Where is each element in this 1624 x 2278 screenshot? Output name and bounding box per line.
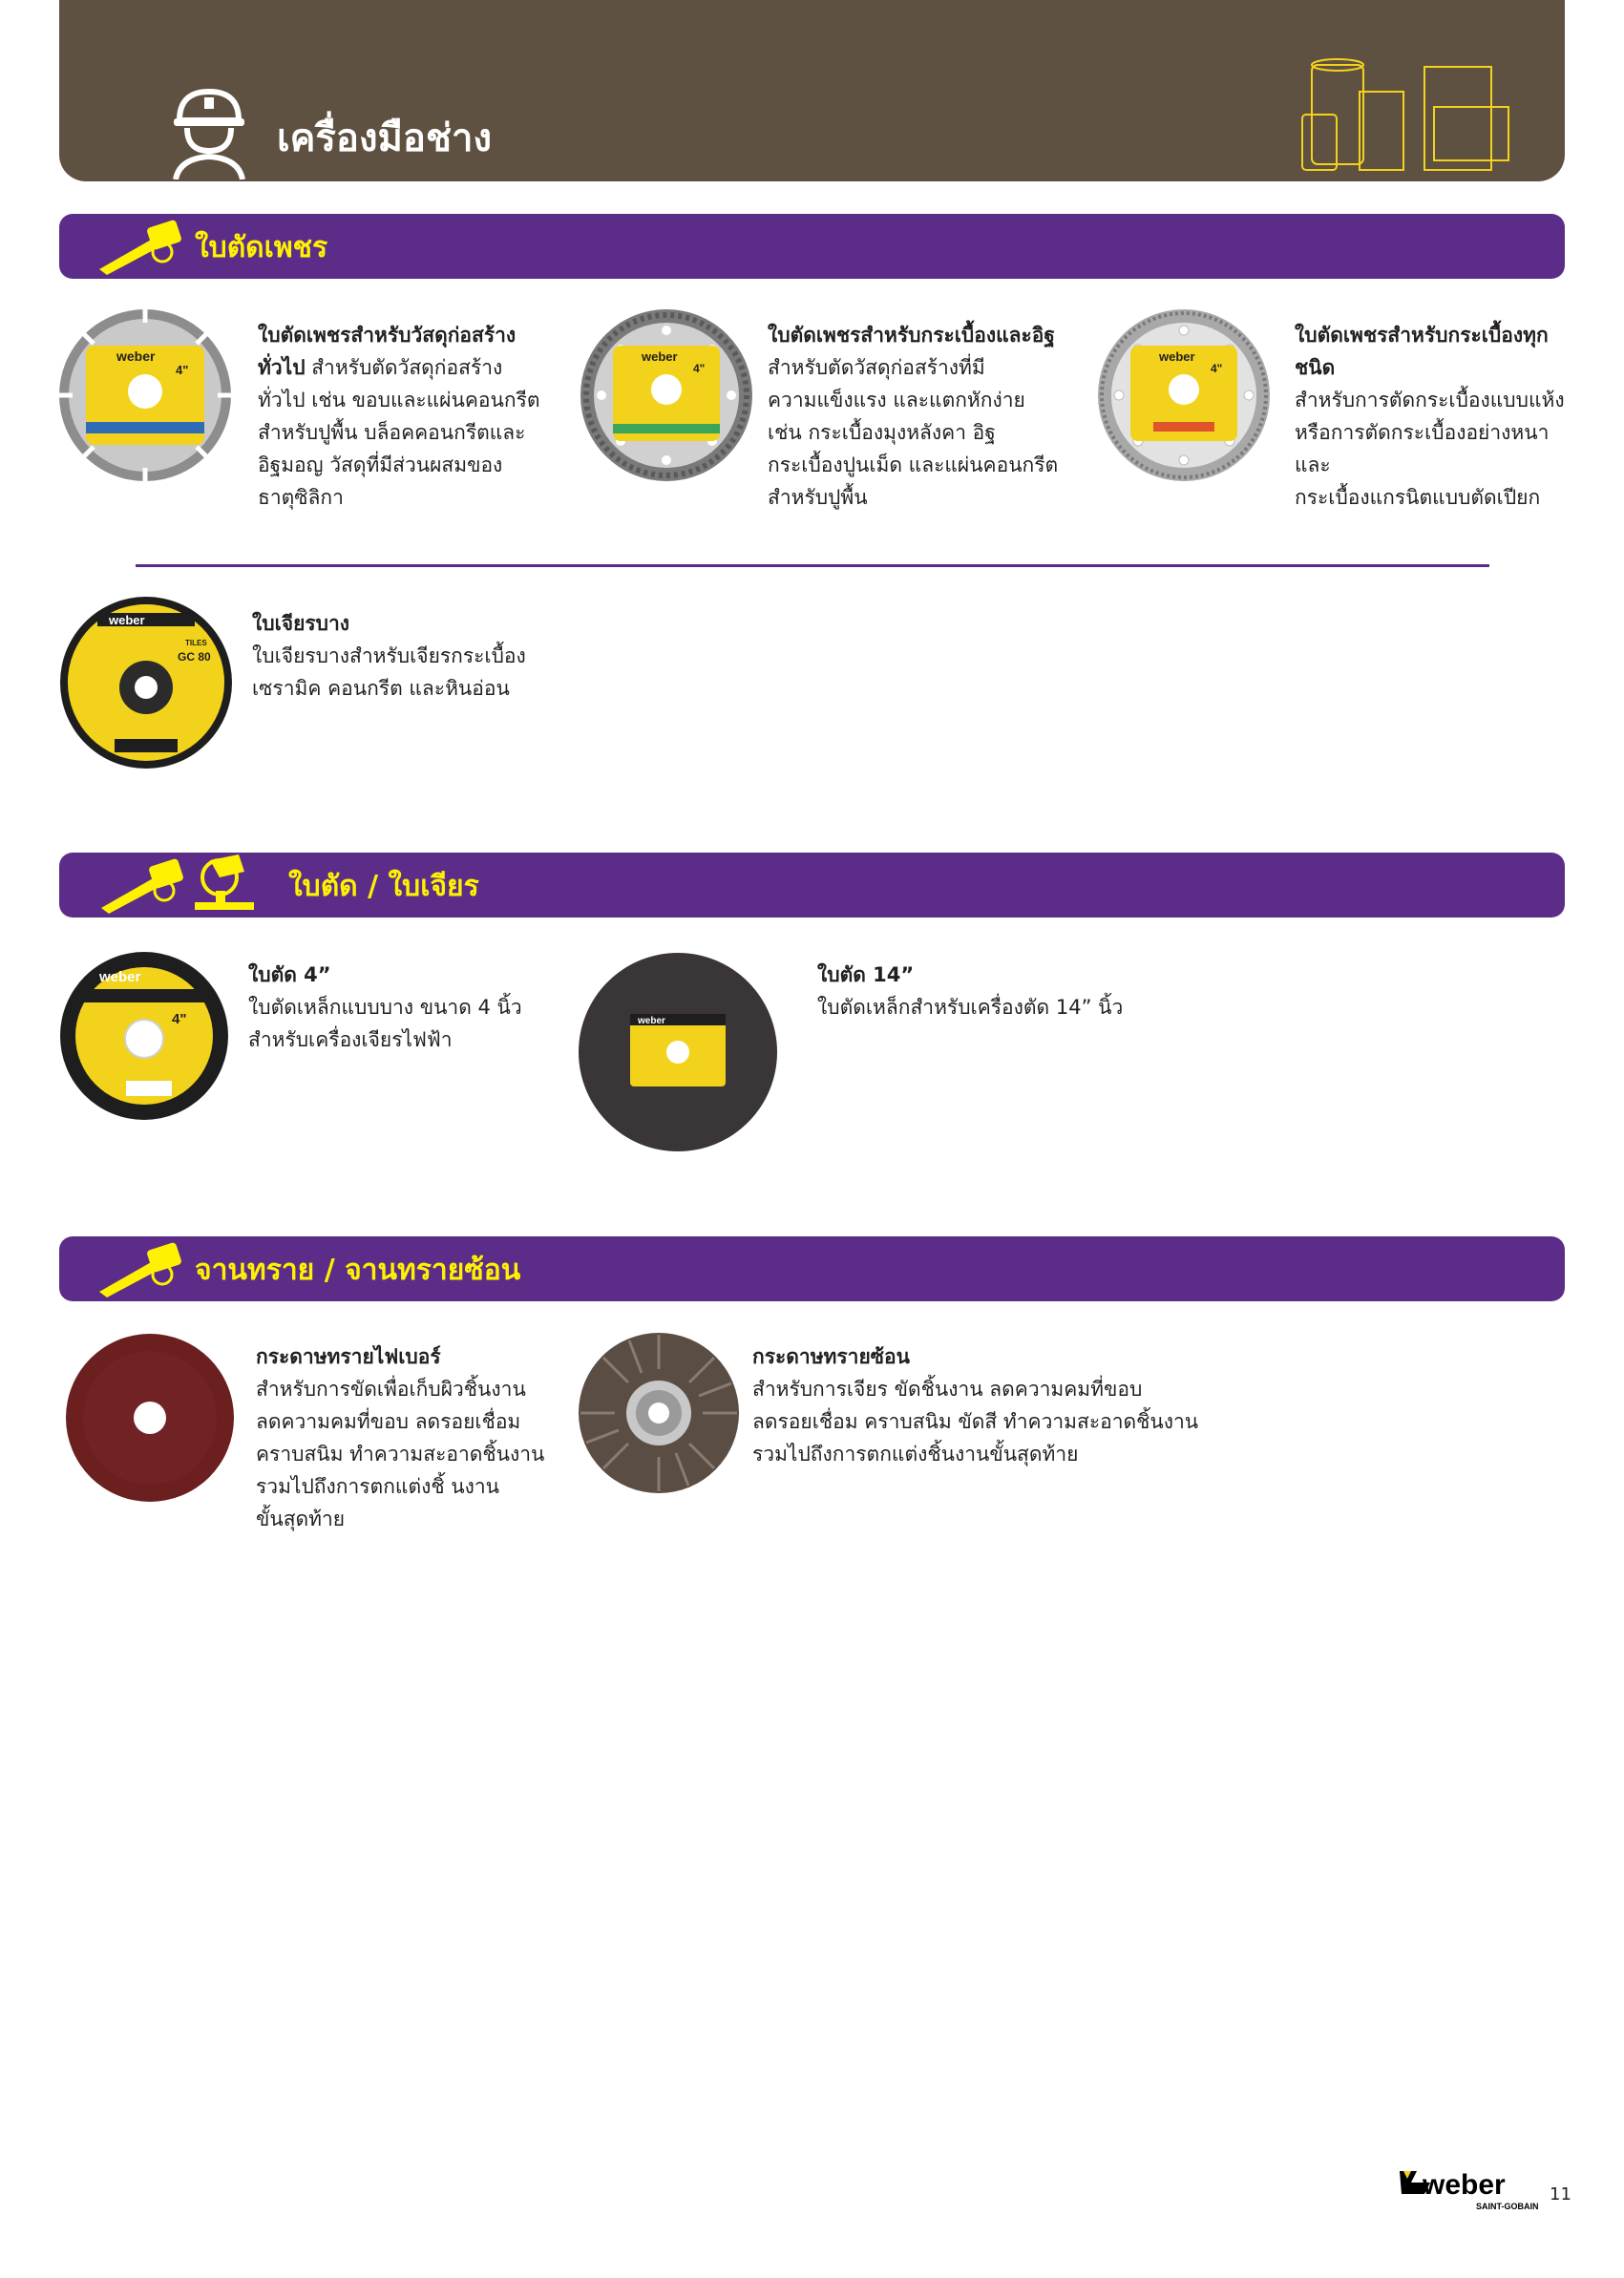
product-desc-line: ความแข็งแรง และแตกหักง่าย (768, 389, 1025, 411)
product-desc-line: สำหรับการขัดเพื่อเก็บผิวชิ้นงาน (256, 1378, 526, 1401)
angle-grinder-icon (97, 858, 189, 914)
product-desc-line: กระเบื้องปูนเม็ด และแผ่นคอนกรีต (768, 453, 1059, 476)
product-cut-14 (817, 959, 1180, 1023)
disc-size: 4" (176, 363, 189, 377)
product-name: ใบตัดเพชรสำหรับวัสดุก่อสร้าง (258, 324, 517, 347)
cutoff-saw-icon (191, 853, 258, 918)
section-cutting-grinding (59, 853, 1565, 918)
disc-brand: weber (116, 348, 156, 364)
product-desc-line: หรือการตัดกระเบื้องอย่างหนาและ (1295, 421, 1550, 476)
product-desc-line: รวมไปถึงการตกแต่งชิ้นงานขั้นสุดท้าย (752, 1443, 1079, 1466)
product-name: ใบตัด 4” (248, 963, 331, 986)
disc-brand: weber (642, 349, 678, 364)
product-diamond-general (258, 319, 544, 514)
product-name: กระดาษทรายซ้อน (752, 1345, 910, 1368)
product-name: ใบตัด 14” (817, 963, 915, 986)
product-desc-line: ใบเจียรบางสำหรับเจียรกระเบื้อง (252, 644, 526, 667)
product-desc-line: สำหรับเครื่องเจียรไฟฟ้า (248, 1028, 453, 1051)
product-desc-first: สำหรับตัดวัสดุก่อสร้าง (311, 356, 503, 379)
product-desc-line: รวมไปถึงการตกแต่งชิ้ นงาน (256, 1475, 500, 1498)
disc-size: 4" (172, 1011, 187, 1027)
disc-brand: weber (109, 613, 145, 627)
product-desc-line: ขั้นสุดท้าย (256, 1508, 346, 1530)
section-title: ใบตัดเพชร (195, 231, 328, 264)
product-fiber-sandpaper (256, 1340, 552, 1535)
flap-disc-image (577, 1331, 741, 1495)
product-desc-line: ธาตุซิลิกา (258, 486, 344, 509)
product-diamond-tile-brick (768, 319, 1083, 514)
product-desc-line: ลดความคมที่ขอบ ลดรอยเชื่อม (256, 1410, 521, 1433)
weber-logo (1398, 2167, 1541, 2215)
logo-brand: weber (1423, 2169, 1506, 2201)
product-desc-line: สำหรับปูพื้น บล็อคคอนกรีตและ (258, 421, 526, 444)
diamond-blade-tile-brick-image (579, 307, 754, 483)
page-title: เครื่องมือช่าง (277, 116, 492, 160)
product-name: กระดาษทรายไฟเบอร์ (256, 1345, 441, 1368)
product-name-cont: ทั่วไป (258, 356, 306, 379)
section-title: จานทราย / จานทรายซ้อน (195, 1254, 521, 1287)
product-name: ใบเจียรบาง (252, 612, 350, 635)
product-desc-line: ใบตัดเหล็กแบบบาง ขนาด 4 นิ้ว (248, 996, 522, 1019)
product-cut-4 (248, 959, 563, 1056)
containers-icon (1300, 57, 1510, 174)
disc-size: 4" (693, 362, 706, 375)
product-desc-line: กระเบื้องแกรนิตแบบตัดเปียก (1295, 486, 1541, 509)
product-desc-line: ลดรอยเชื่อม คราบสนิม ขัดสี ทำความสะอาดชิ้นงาน (752, 1410, 1199, 1433)
thin-grinding-disc-image (59, 596, 233, 770)
disc-model: GC 80 (178, 650, 211, 664)
product-diamond-all-tiles (1295, 319, 1571, 514)
product-desc-line: สำหรับการเจียร ขัดชิ้นงาน ลดความคมที่ขอบ (752, 1378, 1143, 1401)
worker-helmet-icon (172, 88, 246, 179)
product-desc-line: ทั่วไป เช่น ขอบและแผ่นคอนกรีต (258, 389, 540, 411)
section-title: ใบตัด / ใบเจียร (288, 870, 479, 903)
cutting-disc-14-image (577, 951, 779, 1153)
product-name: ใบตัดเพชรสำหรับกระเบื้องและอิฐ (768, 324, 1056, 347)
section-divider (136, 564, 1489, 567)
fiber-sanding-disc-image (65, 1333, 235, 1503)
product-desc-line: เซรามิค คอนกรีต และหินอ่อน (252, 677, 510, 700)
page-header (59, 0, 1565, 181)
product-name: ใบตัดเพชรสำหรับกระเบื้องทุกชนิด (1295, 324, 1549, 379)
angle-grinder-icon (95, 220, 187, 275)
product-desc-line: เช่น กระเบื้องมุงหลังคา อิฐ (768, 421, 996, 444)
disc-size: 4" (1211, 362, 1223, 375)
section-sanding-discs (59, 1236, 1565, 1301)
disc-tag: TILES (185, 639, 207, 647)
disc-brand: weber (638, 1016, 665, 1026)
product-flap-disc (752, 1340, 1249, 1470)
cutting-disc-4-image (59, 951, 229, 1121)
product-thin-grinding (252, 607, 558, 705)
angle-grinder-icon (95, 1242, 187, 1297)
page-number: 11 (1550, 2184, 1571, 2204)
diamond-blade-all-tiles-image (1096, 307, 1272, 483)
disc-brand: weber (99, 969, 141, 985)
product-desc-line: สำหรับปูพื้น (768, 486, 868, 509)
section-diamond-blades (59, 214, 1565, 279)
product-desc-line: อิฐมอญ วัสดุที่มีส่วนผสมของ (258, 453, 503, 476)
disc-brand: weber (1159, 349, 1195, 364)
product-desc-line: คราบสนิม ทำความสะอาดชิ้นงาน (256, 1443, 545, 1466)
product-desc-line: สำหรับการตัดกระเบื้องแบบแห้ง (1295, 389, 1565, 411)
diamond-blade-general-image (57, 307, 233, 483)
product-desc-line: ใบตัดเหล็กสำหรับเครื่องตัด 14” นิ้ว (817, 996, 1124, 1019)
product-desc-line: สำหรับตัดวัสดุก่อสร้างที่มี (768, 356, 985, 379)
product-desc-line (258, 351, 544, 384)
logo-sub-brand: SAINT-GOBAIN (1476, 2202, 1539, 2211)
